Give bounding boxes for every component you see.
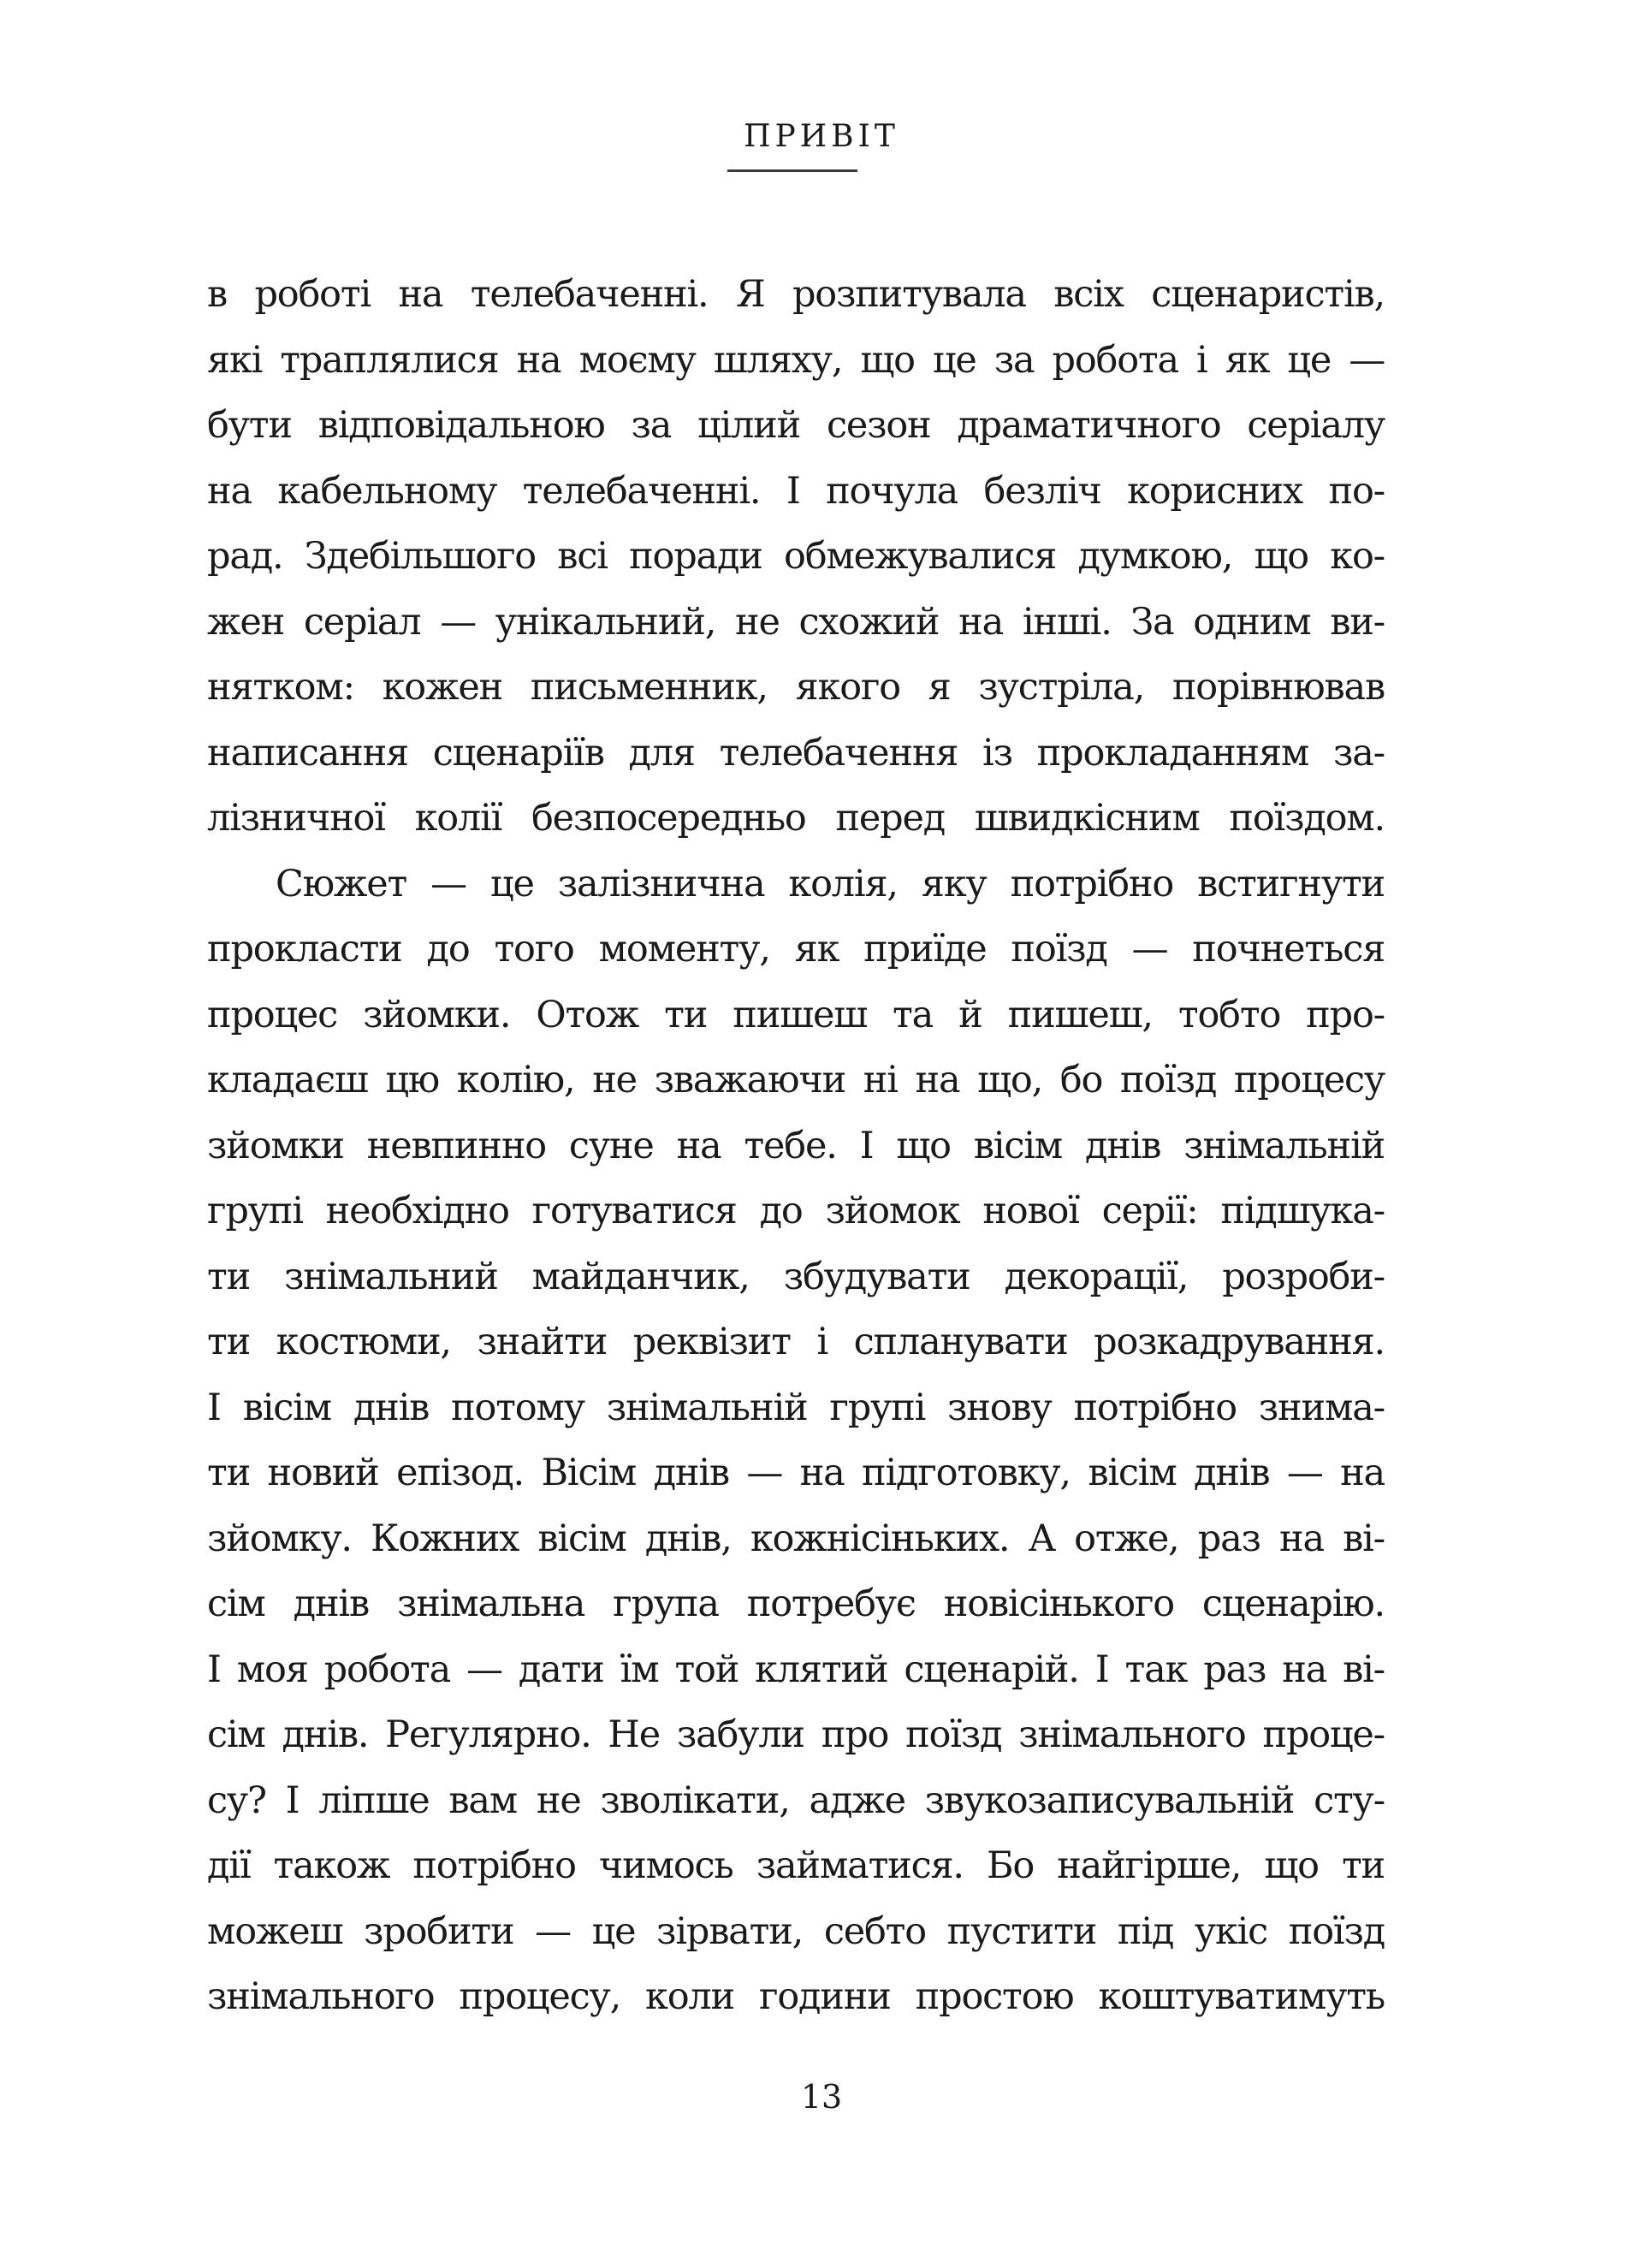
body-text <box>207 262 1385 2030</box>
text-line: нятком: кожен письменник, якого я зустріла, порівнював <box>207 666 1385 709</box>
running-head: ПРИВІТ <box>744 119 899 154</box>
text-line: які траплялися на моєму шляху, що це за робота і як це — <box>207 338 1385 382</box>
running-head-rule <box>727 169 857 172</box>
text-line: ти костюми, знайти реквізит і спланувати розкадрування. <box>207 1321 1385 1363</box>
page-number: 13 <box>800 2078 843 2116</box>
text-line: лізничної колії безпосередньо перед швидкісним поїздом. <box>207 797 1385 840</box>
text-line: в роботі на телебаченні. Я розпитувала всіх сценаристів, <box>207 273 1385 316</box>
text-line: жен серіал — унікальний, не схожий на інші. За одним ви- <box>207 600 1385 644</box>
text-line: написання сценаріїв для телебачення із прокладанням за- <box>207 731 1385 775</box>
text-line: рад. Здебільшого всі поради обмежувалися думкою, що ко- <box>207 535 1385 578</box>
paragraph <box>207 852 1385 2030</box>
text-line: на кабельному телебаченні. І почула безліч корисних по- <box>207 469 1385 513</box>
text-line: кладаєш цю колію, не зважаючи ні на що, бо поїзд процесу <box>207 1059 1385 1101</box>
text-line: су? І ліпше вам не зволікати, адже звукозаписувальній сту- <box>207 1778 1385 1822</box>
text-line: І моя робота — дати їм той клятий сценарій. І так раз на ві- <box>207 1648 1385 1691</box>
paragraph-continued <box>207 262 1385 852</box>
text-line: сім днів. Регулярно. Не забули про поїзд знімального проце- <box>207 1713 1385 1756</box>
text-line: бути відповідальною за цілий сезон драматичного серіалу <box>207 404 1385 447</box>
text-line-indented: Сюжет — це залізнична колія, яку потрібно встигнути <box>276 862 1385 905</box>
text-line: сім днів знімальна група потребує новісінького сценарію. <box>207 1582 1385 1625</box>
text-line: можеш зробити — це зірвати, себто пустити під укіс поїзд <box>207 1909 1385 1953</box>
text-line: процес зйомки. Отож ти пишеш та й пишеш, тобто про- <box>207 993 1385 1036</box>
text-line: знімального процесу, коли години простою коштуватимуть <box>207 1975 1385 2018</box>
text-line: зйомки невпинно суне на тебе. І що вісім днів знімальній <box>207 1124 1385 1167</box>
text-line: групі необхідно готуватися до зйомок нової серії: підшука- <box>207 1190 1385 1232</box>
text-line: І вісім днів потому знімальній групі знову потрібно знима- <box>207 1386 1385 1429</box>
text-line: ти знімальний майданчик, збудувати декорації, розроби- <box>207 1255 1385 1298</box>
text-line: зйомку. Кожних вісім днів, кожнісіньких. А отже, раз на ві- <box>207 1517 1385 1560</box>
text-line: прокласти до того моменту, як приїде поїзд — почнеться <box>207 928 1385 971</box>
text-line: ти новий епізод. Вісім днів — на підготовку, вісім днів — на <box>207 1452 1385 1494</box>
text-line: дії також потрібно чимось займатися. Бо найгірше, що ти <box>207 1844 1385 1887</box>
